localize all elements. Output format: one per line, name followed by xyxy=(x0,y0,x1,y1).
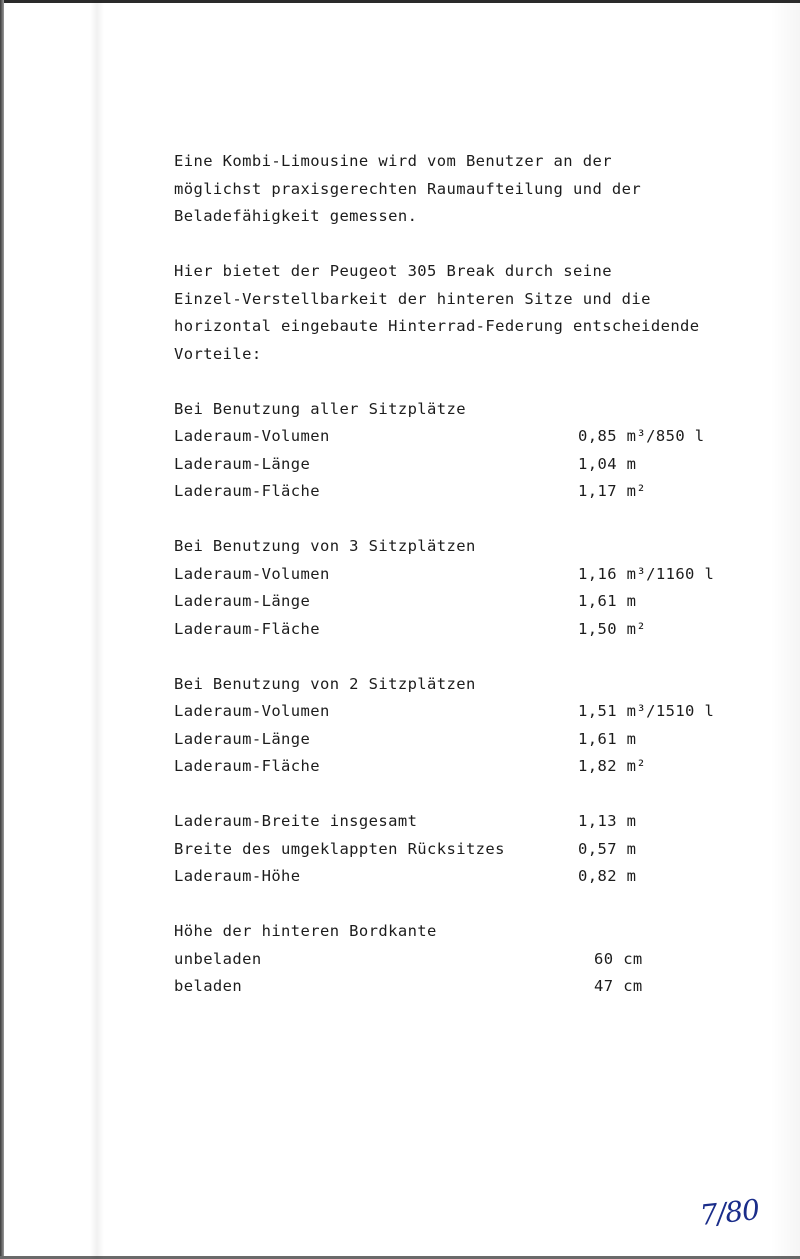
spec-label: Laderaum-Fläche xyxy=(174,482,320,500)
spec-label: Laderaum-Länge xyxy=(174,454,311,473)
section-bordkante xyxy=(174,918,734,1001)
spec-row xyxy=(174,423,734,451)
spec-value: 1,16 m³/1160 l xyxy=(578,564,715,583)
section-3-seats xyxy=(174,533,734,643)
spec-label: Laderaum-Volumen xyxy=(174,427,330,445)
section-heading: Bei Benutzung aller Sitzplätze xyxy=(174,399,466,418)
section-heading: Höhe der hinteren Bordkante xyxy=(174,922,437,940)
spec-value: 0,82 m xyxy=(578,867,637,885)
spec-label: Laderaum-Länge xyxy=(174,729,311,748)
section-dimensions xyxy=(174,808,734,891)
handwritten-page-mark: 7/80 xyxy=(698,1193,761,1232)
section-2-seats xyxy=(174,671,734,781)
spec-row xyxy=(174,588,734,616)
text-line: horizontal eingebaute Hinterrad-Federung entscheidende xyxy=(174,317,700,335)
spec-row xyxy=(174,836,734,864)
spec-value: 60 cm xyxy=(594,949,643,968)
spec-label: Laderaum-Breite insgesamt xyxy=(174,812,418,830)
spec-row xyxy=(174,451,734,479)
section-heading: Bei Benutzung von 3 Sitzplätzen xyxy=(174,537,476,555)
spec-row xyxy=(174,808,734,836)
scan-edge-top xyxy=(0,0,800,3)
text-line: Beladefähigkeit gemessen. xyxy=(174,207,418,225)
section-all-seats xyxy=(174,396,734,506)
spec-value: 1,17 m² xyxy=(578,482,647,500)
spec-value: 1,61 m xyxy=(578,592,637,610)
spec-label: Breite des umgeklappten Rücksitzes xyxy=(174,839,505,858)
spec-label: Laderaum-Länge xyxy=(174,592,311,610)
spec-row xyxy=(174,973,734,1001)
text-line: Einzel-Verstellbarkeit der hinteren Sitze und die xyxy=(174,289,651,308)
spec-value: 1,61 m xyxy=(578,729,637,748)
paper-fold-shadow xyxy=(90,0,104,1259)
intro-paragraph-2 xyxy=(174,258,734,368)
spec-value: 47 cm xyxy=(594,977,643,995)
spec-label: Laderaum-Höhe xyxy=(174,867,301,885)
spec-row xyxy=(174,698,734,726)
scan-edge-left xyxy=(0,0,4,1259)
spec-value: 1,82 m² xyxy=(578,757,647,775)
spec-value: 1,04 m xyxy=(578,454,637,473)
spec-row xyxy=(174,863,734,891)
spec-row xyxy=(174,616,734,644)
text-line: Vorteile: xyxy=(174,344,262,363)
spec-label: unbeladen xyxy=(174,949,262,968)
section-heading: Bei Benutzung von 2 Sitzplätzen xyxy=(174,674,476,693)
text-line: Eine Kombi-Limousine wird vom Benutzer an der xyxy=(174,152,612,170)
spec-row xyxy=(174,561,734,589)
spec-row xyxy=(174,726,734,754)
spec-label: Laderaum-Volumen xyxy=(174,702,330,720)
spec-value: 0,85 m³/850 l xyxy=(578,427,705,445)
spec-label: beladen xyxy=(174,977,243,995)
spec-label: Laderaum-Volumen xyxy=(174,564,330,583)
paper-edge-shadow xyxy=(770,0,800,1259)
spec-value: 1,13 m xyxy=(578,812,637,830)
document-body xyxy=(174,148,734,1001)
spec-label: Laderaum-Fläche xyxy=(174,757,320,775)
intro-paragraph-1 xyxy=(174,148,734,231)
spec-label: Laderaum-Fläche xyxy=(174,619,320,638)
text-line: möglichst praxisgerechten Raumaufteilung und der xyxy=(174,179,642,198)
spec-row xyxy=(174,946,734,974)
spec-value: 0,57 m xyxy=(578,839,637,858)
text-line: Hier bietet der Peugeot 305 Break durch seine xyxy=(174,262,612,280)
spec-value: 1,51 m³/1510 l xyxy=(578,702,715,720)
spec-row xyxy=(174,478,734,506)
spec-value: 1,50 m² xyxy=(578,619,647,638)
spec-row xyxy=(174,753,734,781)
